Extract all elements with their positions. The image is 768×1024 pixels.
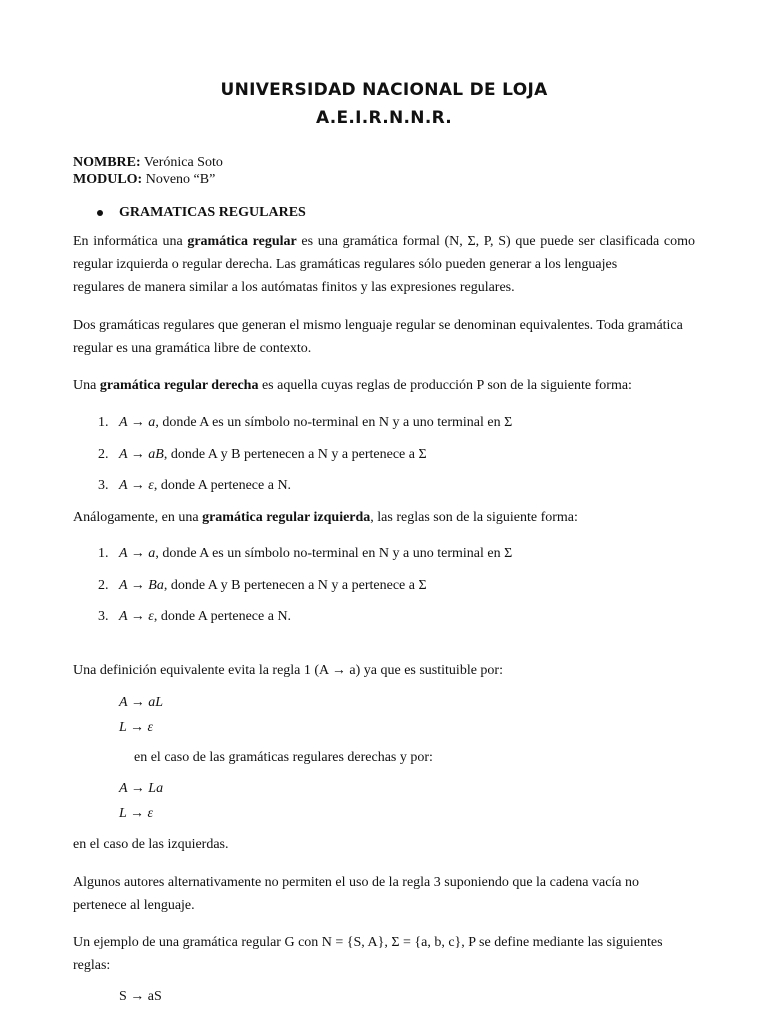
student-name-line <box>73 154 223 172</box>
paragraph-izquierdas-note: en el caso de las izquierdas. <box>73 837 229 852</box>
paragraph-equivalent-definition: Una definición equivalente evita la regla 1 (A → a) ya que es sustituible por: <box>73 663 503 678</box>
derivation-1-line-2: L → ε <box>119 720 154 735</box>
name-label: NOMBRE: <box>73 155 141 170</box>
bullet-icon <box>97 210 103 216</box>
right-rule-3: 3. A → ε, donde A pertenece a N. <box>98 478 292 493</box>
association-title: A.E.I.R.N.N.R. <box>315 108 453 128</box>
derivation-2-line-2: L → ε <box>119 806 154 821</box>
right-rule-2: 2. A → aB, donde A y B pertenecen a N y a pertenece a Σ <box>98 447 427 462</box>
paragraph-intro: En informática una gramática regular es una gramática formal (N, Σ, P, S) que puede ser clasificada como regular izquierda o regular derecha. Las gramáticas regulares sólo pueden generar a los lenguajes regulares de manera similar a los autómatas finitos y las expresiones regulares. <box>73 234 695 295</box>
module-label: MODULO: <box>73 172 143 187</box>
university-title: UNIVERSIDAD NACIONAL DE LOJA <box>220 80 548 100</box>
section-heading: GRAMATICAS REGULARES <box>119 205 306 220</box>
left-rule-3: 3. A → ε, donde A pertenece a N. <box>98 609 292 624</box>
paragraph-derecha-intro: Una gramática regular derecha es aquella cuyas reglas de producción P son de la siguiente forma: <box>73 378 632 393</box>
paragraph-equivalentes: Dos gramáticas regulares que generan el mismo lenguaje regular se denominan equivalentes. Toda gramática regular es una gramática libre de contexto. <box>73 318 683 356</box>
derivation-1-line-1: A → aL <box>119 695 164 710</box>
term-gramatica-regular: gramática regular <box>187 234 297 249</box>
paragraph-example: Un ejemplo de una gramática regular G con N = {S, A}, Σ = {a, b, c}, P se define mediante las siguientes reglas: <box>73 935 663 973</box>
term-regular-izquierda: gramática regular izquierda <box>202 510 371 525</box>
paragraph-izquierda-intro: Análogamente, en una gramática regular izquierda, las reglas son de la siguiente forma: <box>73 510 578 525</box>
derivation-2-line-1: A → La <box>119 781 164 796</box>
paragraph-authors: Algunos autores alternativamente no permiten el uso de la regla 3 suponiendo que la cadena vacía no pertenece al lenguaje. <box>73 875 640 913</box>
module-value: Noveno “B” <box>145 172 216 187</box>
left-rule-2: 2. A → Ba, donde A y B pertenecen a N y a pertenece a Σ <box>98 578 427 593</box>
left-rule-1: 1. A → a, donde A es un símbolo no-terminal en N y a uno terminal en Σ <box>98 546 513 561</box>
term-regular-derecha: gramática regular derecha <box>99 378 259 393</box>
right-rule-1: 1. A → a, donde A es un símbolo no-terminal en N y a uno terminal en Σ <box>98 415 513 430</box>
paragraph-derechas-note: en el caso de las gramáticas regulares derechas y por: <box>134 750 433 765</box>
name-value: Verónica Soto <box>143 155 223 170</box>
student-module-line <box>73 171 215 189</box>
example-rule: S → aS <box>119 989 162 1004</box>
